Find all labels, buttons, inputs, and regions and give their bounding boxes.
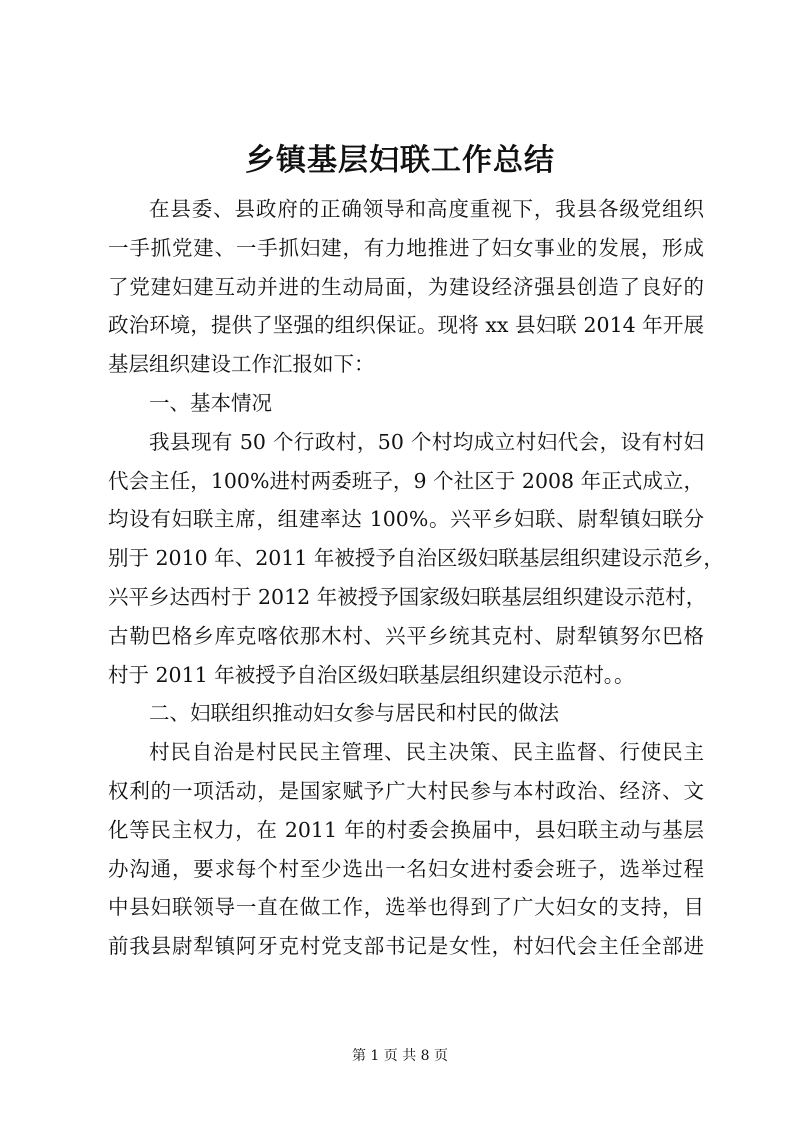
document-body — [108, 190, 724, 966]
text-line: 化等民主权力，在 2011 年的村委会换届中，县妇联主动与基层 — [108, 817, 704, 842]
text-line: 古勒巴格乡库克喀依那木村、兴平乡统其克村、尉犁镇努尔巴格 — [108, 623, 704, 648]
text-line: 兴平乡达西村于 2012 年被授予国家级妇联基层组织建设示范村， — [108, 584, 707, 609]
text-line: 村于 2011 年被授予自治区级妇联基层组织建设示范村。。 — [108, 662, 635, 687]
text-line: 我县现有 50 个行政村，50 个村均成立村妇代会，设有村妇 — [149, 429, 704, 454]
text-line: 前我县尉犁镇阿牙克村党支部书记是女性，村妇代会主任全部进 — [108, 934, 704, 959]
text-line: 了党建妇建互动并进的生动局面，为建设经济强县创造了良好的 — [108, 274, 704, 299]
text-line: 均设有妇联主席，组建率达 100%。兴平乡妇联、尉犁镇妇联分 — [108, 507, 704, 532]
document-title: 乡镇基层妇联工作总结 — [245, 143, 555, 178]
text-line: 政治环境，提供了坚强的组织保证。现将 xx 县妇联 2014 年开展 — [108, 313, 704, 338]
text-line: 别于 2010 年、2011 年被授予自治区级妇联基层组织建设示范乡， — [108, 546, 724, 571]
text-line: 二、妇联组织推动妇女参与居民和村民的做法 — [149, 701, 559, 726]
text-line: 村民自治是村民民主管理、民主决策、民主监督、行使民主 — [149, 740, 704, 765]
text-line: 代会主任，100%进村两委班子，9 个社区于 2008 年正式成立， — [108, 468, 704, 493]
text-line: 权利的一项活动，是国家赋予广大村民参与本村政治、经济、文 — [108, 778, 704, 803]
page-footer: 第 1 页 共 8 页 — [351, 1048, 449, 1064]
text-line: 在县委、县政府的正确领导和高度重视下，我县各级党组织 — [149, 197, 704, 221]
text-line: 基层组织建设工作汇报如下： — [108, 352, 375, 377]
text-line: 一手抓党建、一手抓妇建，有力地推进了妇女事业的发展，形成 — [108, 235, 704, 260]
text-line: 一、基本情况 — [149, 390, 272, 415]
text-line: 办沟通，要求每个村至少选出一名妇女进村委会班子，选举过程 — [108, 856, 704, 881]
text-line: 中县妇联领导一直在做工作，选举也得到了广大妇女的支持，目 — [108, 895, 704, 920]
